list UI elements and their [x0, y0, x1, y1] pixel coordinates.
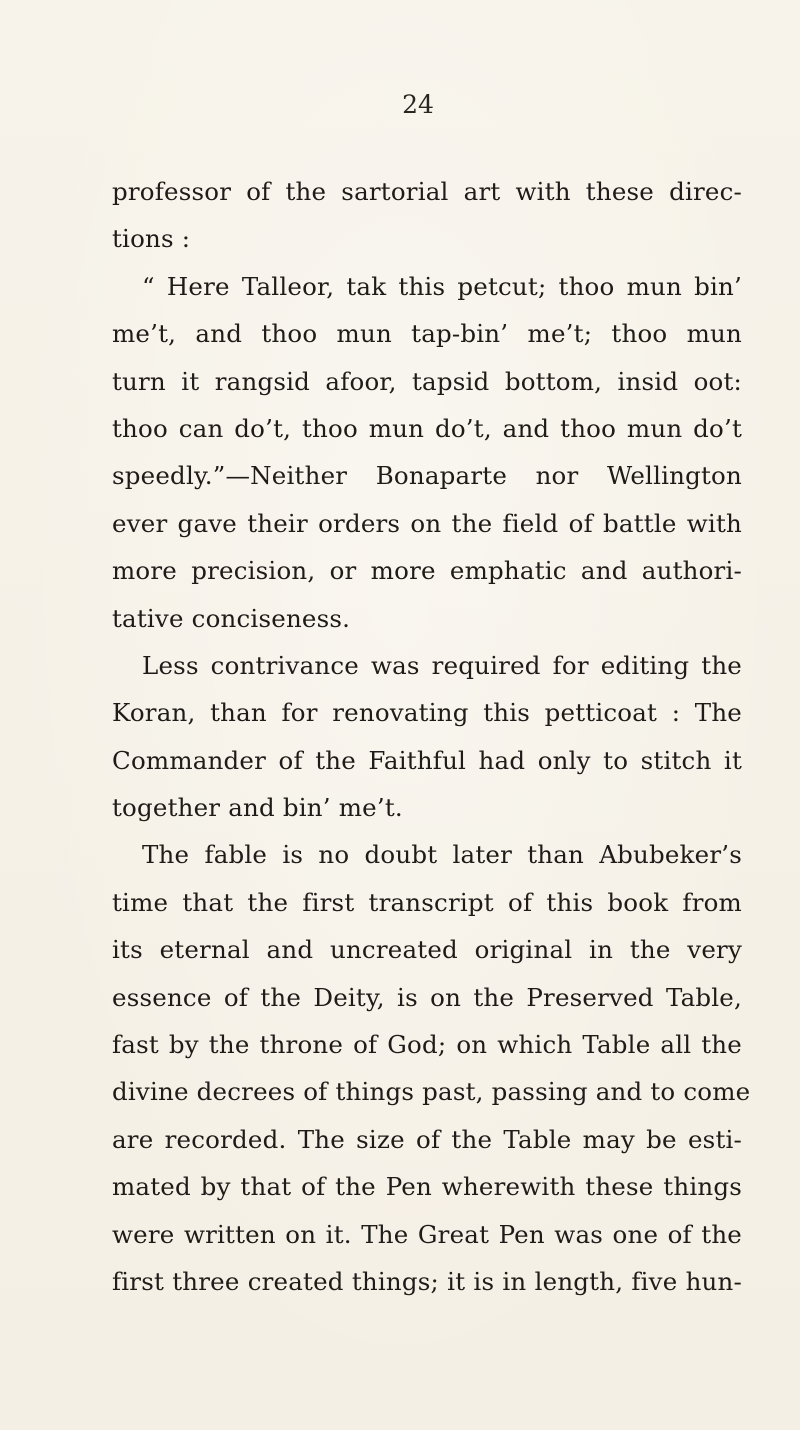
body-text — [112, 175, 751, 1312]
text-line: turn it rangsid afoor, tapsid bottom, insid oot: — [112, 366, 742, 396]
text-line: its eternal and uncreated original in the very — [112, 935, 742, 965]
text-line: time that the first transcript of this book from — [112, 887, 742, 917]
text-line: “ Here Talleor, tak this petcut; thoo mun bin’ — [142, 271, 742, 301]
text-line: ever gave their orders on the field of battle with — [112, 508, 742, 538]
text-line: tions : — [112, 224, 191, 254]
text-line: are recorded. The size of the Table may be esti- — [112, 1124, 742, 1154]
text-line: professor of the sartorial art with these direc- — [112, 177, 742, 206]
text-line: Commander of the Faithful had only to stitch it — [112, 745, 742, 775]
text-line: more precision, or more emphatic and authori- — [112, 556, 742, 586]
text-line: Less contrivance was required for editing the — [142, 650, 742, 680]
text-line: speedly.”—Neither Bonaparte nor Wellington — [112, 461, 742, 491]
text-line: were written on it. The Great Pen was one of the — [112, 1219, 742, 1249]
text-line: me’t, and thoo mun tap-bin’ me’t; thoo mun — [112, 319, 742, 349]
text-line: essence of the Deity, is on the Preserved Table, — [112, 982, 742, 1012]
text-line: mated by that of the Pen wherewith these things — [112, 1172, 742, 1202]
text-line: Koran, than for renovating this petticoat : The — [112, 698, 742, 728]
text-line: thoo can do’t, thoo mun do’t, and thoo mun do’t — [112, 413, 742, 443]
text-line: fast by the throne of God; on which Table all the — [112, 1030, 742, 1060]
text-line: divine decrees of things past, passing and to come — [112, 1077, 751, 1107]
text-line: tative conciseness. — [112, 603, 351, 633]
text-line: together and bin’ me’t. — [112, 793, 403, 823]
page-number: 24 — [402, 90, 434, 119]
text-line: The fable is no doubt later than Abubeker’s — [142, 840, 742, 870]
text-line: first three created things; it is in length, five hun- — [112, 1266, 742, 1296]
